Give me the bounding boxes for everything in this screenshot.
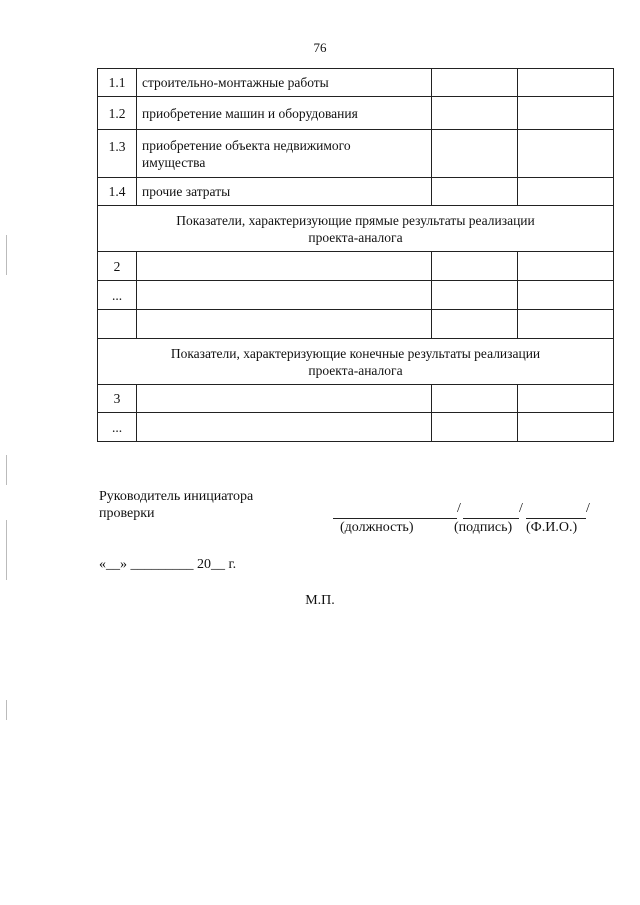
section-header	[98, 339, 614, 385]
table-row	[98, 97, 614, 130]
table-row	[98, 413, 614, 442]
table-row	[98, 385, 614, 413]
value-cell[interactable]	[518, 281, 614, 310]
section-header-line: Показатели, характеризующие прямые результаты реализации	[176, 212, 535, 228]
value-cell[interactable]	[518, 130, 614, 178]
name-caption: (Ф.И.О.)	[526, 520, 578, 535]
row-label[interactable]	[137, 310, 432, 339]
row-number: ...	[98, 281, 137, 310]
section-header	[98, 206, 614, 252]
section-header-line: проекта-аналога	[308, 229, 403, 245]
table-row	[98, 69, 614, 97]
value-cell[interactable]	[518, 69, 614, 97]
value-cell[interactable]	[432, 310, 518, 339]
value-cell[interactable]	[432, 252, 518, 281]
table-row	[98, 310, 614, 339]
row-label	[137, 130, 432, 178]
stamp-placeholder: М.П.	[305, 593, 335, 608]
section-header-row	[98, 339, 614, 385]
value-cell[interactable]	[432, 281, 518, 310]
signatory-title	[99, 488, 253, 522]
table-row	[98, 178, 614, 206]
scan-artifact	[6, 700, 7, 720]
row-label[interactable]	[137, 413, 432, 442]
value-cell[interactable]	[518, 97, 614, 130]
row-number: 3	[98, 385, 137, 413]
row-number: 2	[98, 252, 137, 281]
row-label[interactable]	[137, 281, 432, 310]
table-row	[98, 252, 614, 281]
row-number: ...	[98, 413, 137, 442]
row-label[interactable]	[137, 385, 432, 413]
separator-slash: /	[519, 501, 523, 516]
value-cell[interactable]	[432, 97, 518, 130]
value-cell[interactable]	[518, 252, 614, 281]
value-cell[interactable]	[518, 178, 614, 206]
row-label: приобретение машин и оборудования	[137, 97, 432, 130]
position-caption: (должность)	[340, 520, 414, 535]
row-label: прочие затраты	[137, 178, 432, 206]
row-number: 1.1	[98, 69, 137, 97]
table-row	[98, 281, 614, 310]
row-label-line: имущества	[142, 154, 206, 170]
value-cell[interactable]	[432, 130, 518, 178]
row-label[interactable]	[137, 252, 432, 281]
cost-indicators-table	[97, 68, 614, 442]
row-label: строительно-монтажные работы	[137, 69, 432, 97]
value-cell[interactable]	[518, 385, 614, 413]
value-cell[interactable]	[432, 178, 518, 206]
row-number	[98, 310, 137, 339]
scan-artifact	[6, 235, 7, 275]
value-cell[interactable]	[432, 385, 518, 413]
separator-slash: /	[586, 501, 590, 516]
position-line[interactable]	[333, 518, 457, 519]
date-line[interactable]: «__» _________ 20__ г.	[99, 557, 237, 572]
row-number: 1.4	[98, 178, 137, 206]
value-cell[interactable]	[518, 310, 614, 339]
value-cell[interactable]	[432, 413, 518, 442]
row-number: 1.3	[98, 130, 137, 178]
row-number: 1.2	[98, 97, 137, 130]
name-line[interactable]	[526, 518, 586, 519]
section-header-row	[98, 206, 614, 252]
value-cell[interactable]	[518, 413, 614, 442]
value-cell[interactable]	[432, 69, 518, 97]
separator-slash: /	[457, 501, 461, 516]
page-number: 76	[313, 40, 327, 55]
signatory-title-line: проверки	[99, 506, 155, 521]
table-row	[98, 130, 614, 178]
scan-artifact	[6, 455, 7, 485]
signature-line[interactable]	[463, 518, 519, 519]
section-header-line: Показатели, характеризующие конечные результаты реализации	[170, 345, 541, 361]
scan-artifact	[6, 520, 7, 580]
row-label-line: приобретение объекта недвижимого	[142, 137, 351, 153]
signatory-title-line: Руководитель инициатора	[99, 489, 254, 504]
section-header-line: проекта-аналога	[308, 362, 403, 378]
signature-caption: (подпись)	[454, 520, 513, 535]
